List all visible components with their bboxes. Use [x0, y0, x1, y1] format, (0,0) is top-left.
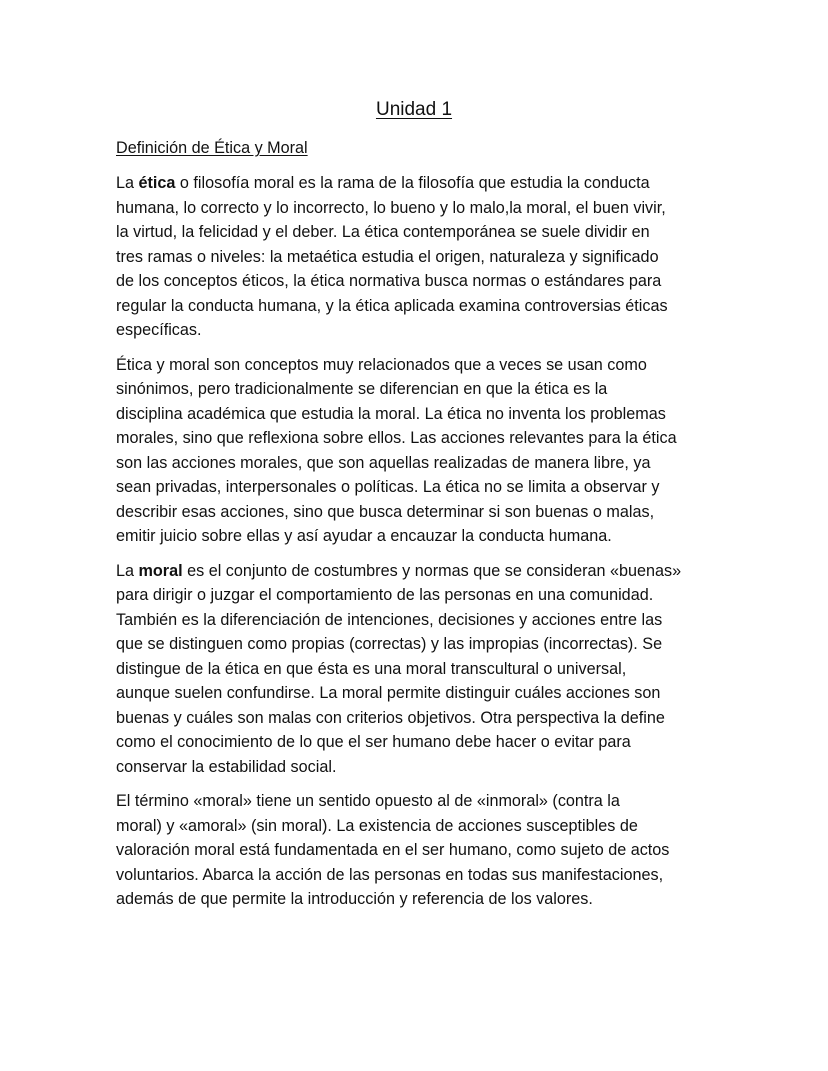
text-line: aunque suelen confundirse. La moral permite distinguir cuáles acciones son: [116, 684, 661, 702]
text-line: específicas.: [116, 321, 202, 339]
text-line: como el conocimiento de lo que el ser humano debe hacer o evitar para: [116, 733, 631, 751]
paragraph-list: [116, 171, 716, 912]
text-line: También es la diferenciación de intenciones, decisiones y acciones entre las: [116, 610, 663, 629]
text-run: o filosofía moral es la rama de la filosofía que estudia la conducta: [175, 174, 650, 192]
bold-term: moral: [138, 561, 183, 580]
text-line: [116, 559, 716, 584]
section-subtitle-text: Definición de Ética y Moral: [116, 139, 308, 157]
bold-term: ética: [138, 174, 176, 192]
text-run: La: [116, 174, 139, 192]
text-line: para dirigir o juzgar el comportamiento de las personas en una comunidad.: [116, 586, 654, 604]
text-line: tres ramas o niveles: la metaética estudia el origen, naturaleza y significado: [116, 247, 659, 266]
text-line: moral) y «amoral» (sin moral). La existencia de acciones susceptibles de: [116, 816, 638, 835]
text-run: La: [116, 561, 139, 580]
text-line: valoración moral está fundamentada en el ser humano, como sujeto de actos: [116, 841, 670, 859]
text-line: buenas y cuáles son malas con criterios objetivos. Otra perspectiva la define: [116, 708, 665, 727]
section-subtitle: [116, 136, 716, 160]
text-line: describir esas acciones, sino que busca determinar si son buenas o malas,: [116, 502, 655, 521]
text-line: humana, lo correcto y lo incorrecto, lo bueno y lo malo,la moral, el buen vivir,: [116, 198, 666, 217]
document-title: [0, 96, 828, 124]
text-line: además de que permite la introducción y referencia de los valores.: [116, 890, 593, 908]
text-line: morales, sino que reflexiona sobre ellos. Las acciones relevantes para la ética: [116, 429, 677, 447]
text-line: sinónimos, pero tradicionalmente se diferencian en que la ética es la: [116, 380, 608, 398]
text-line: El término «moral» tiene un sentido opuesto al de «inmoral» (contra la: [116, 792, 620, 810]
text-run: es el conjunto de costumbres y normas que se consideran «buenas»: [182, 561, 682, 580]
text-line: sean privadas, interpersonales o políticas. La ética no se limita a observar y: [116, 478, 660, 496]
text-line: disciplina académica que estudia la moral. La ética no inventa los problemas: [116, 404, 666, 423]
text-line: de los conceptos éticos, la ética normativa busca normas o estándares para: [116, 272, 662, 290]
document-body: [116, 136, 716, 922]
paragraph: [116, 171, 716, 343]
text-line: emitir juicio sobre ellas y así ayudar a encauzar la conducta humana.: [116, 527, 612, 545]
paragraph: [116, 789, 716, 912]
text-line: son las acciones morales, que son aquellas realizadas de manera libre, ya: [116, 453, 651, 472]
text-line: distingue de la ética en que ésta es una moral transcultural o universal,: [116, 659, 627, 678]
text-line: [116, 171, 716, 196]
document-title-text: Unidad 1: [375, 99, 453, 120]
text-line: conservar la estabilidad social.: [116, 757, 337, 776]
paragraph: [116, 559, 716, 780]
text-line: voluntarios. Abarca la acción de las personas en todas sus manifestaciones,: [116, 865, 664, 884]
text-line: Ética y moral son conceptos muy relacionados que a veces se usan como: [116, 355, 647, 374]
text-line: la virtud, la felicidad y el deber. La ética contemporánea se suele dividir en: [116, 223, 650, 241]
text-line: regular la conducta humana, y la ética aplicada examina controversias éticas: [116, 296, 668, 315]
paragraph: [116, 353, 716, 549]
text-line: que se distinguen como propias (correctas) y las impropias (incorrectas). Se: [116, 635, 663, 653]
